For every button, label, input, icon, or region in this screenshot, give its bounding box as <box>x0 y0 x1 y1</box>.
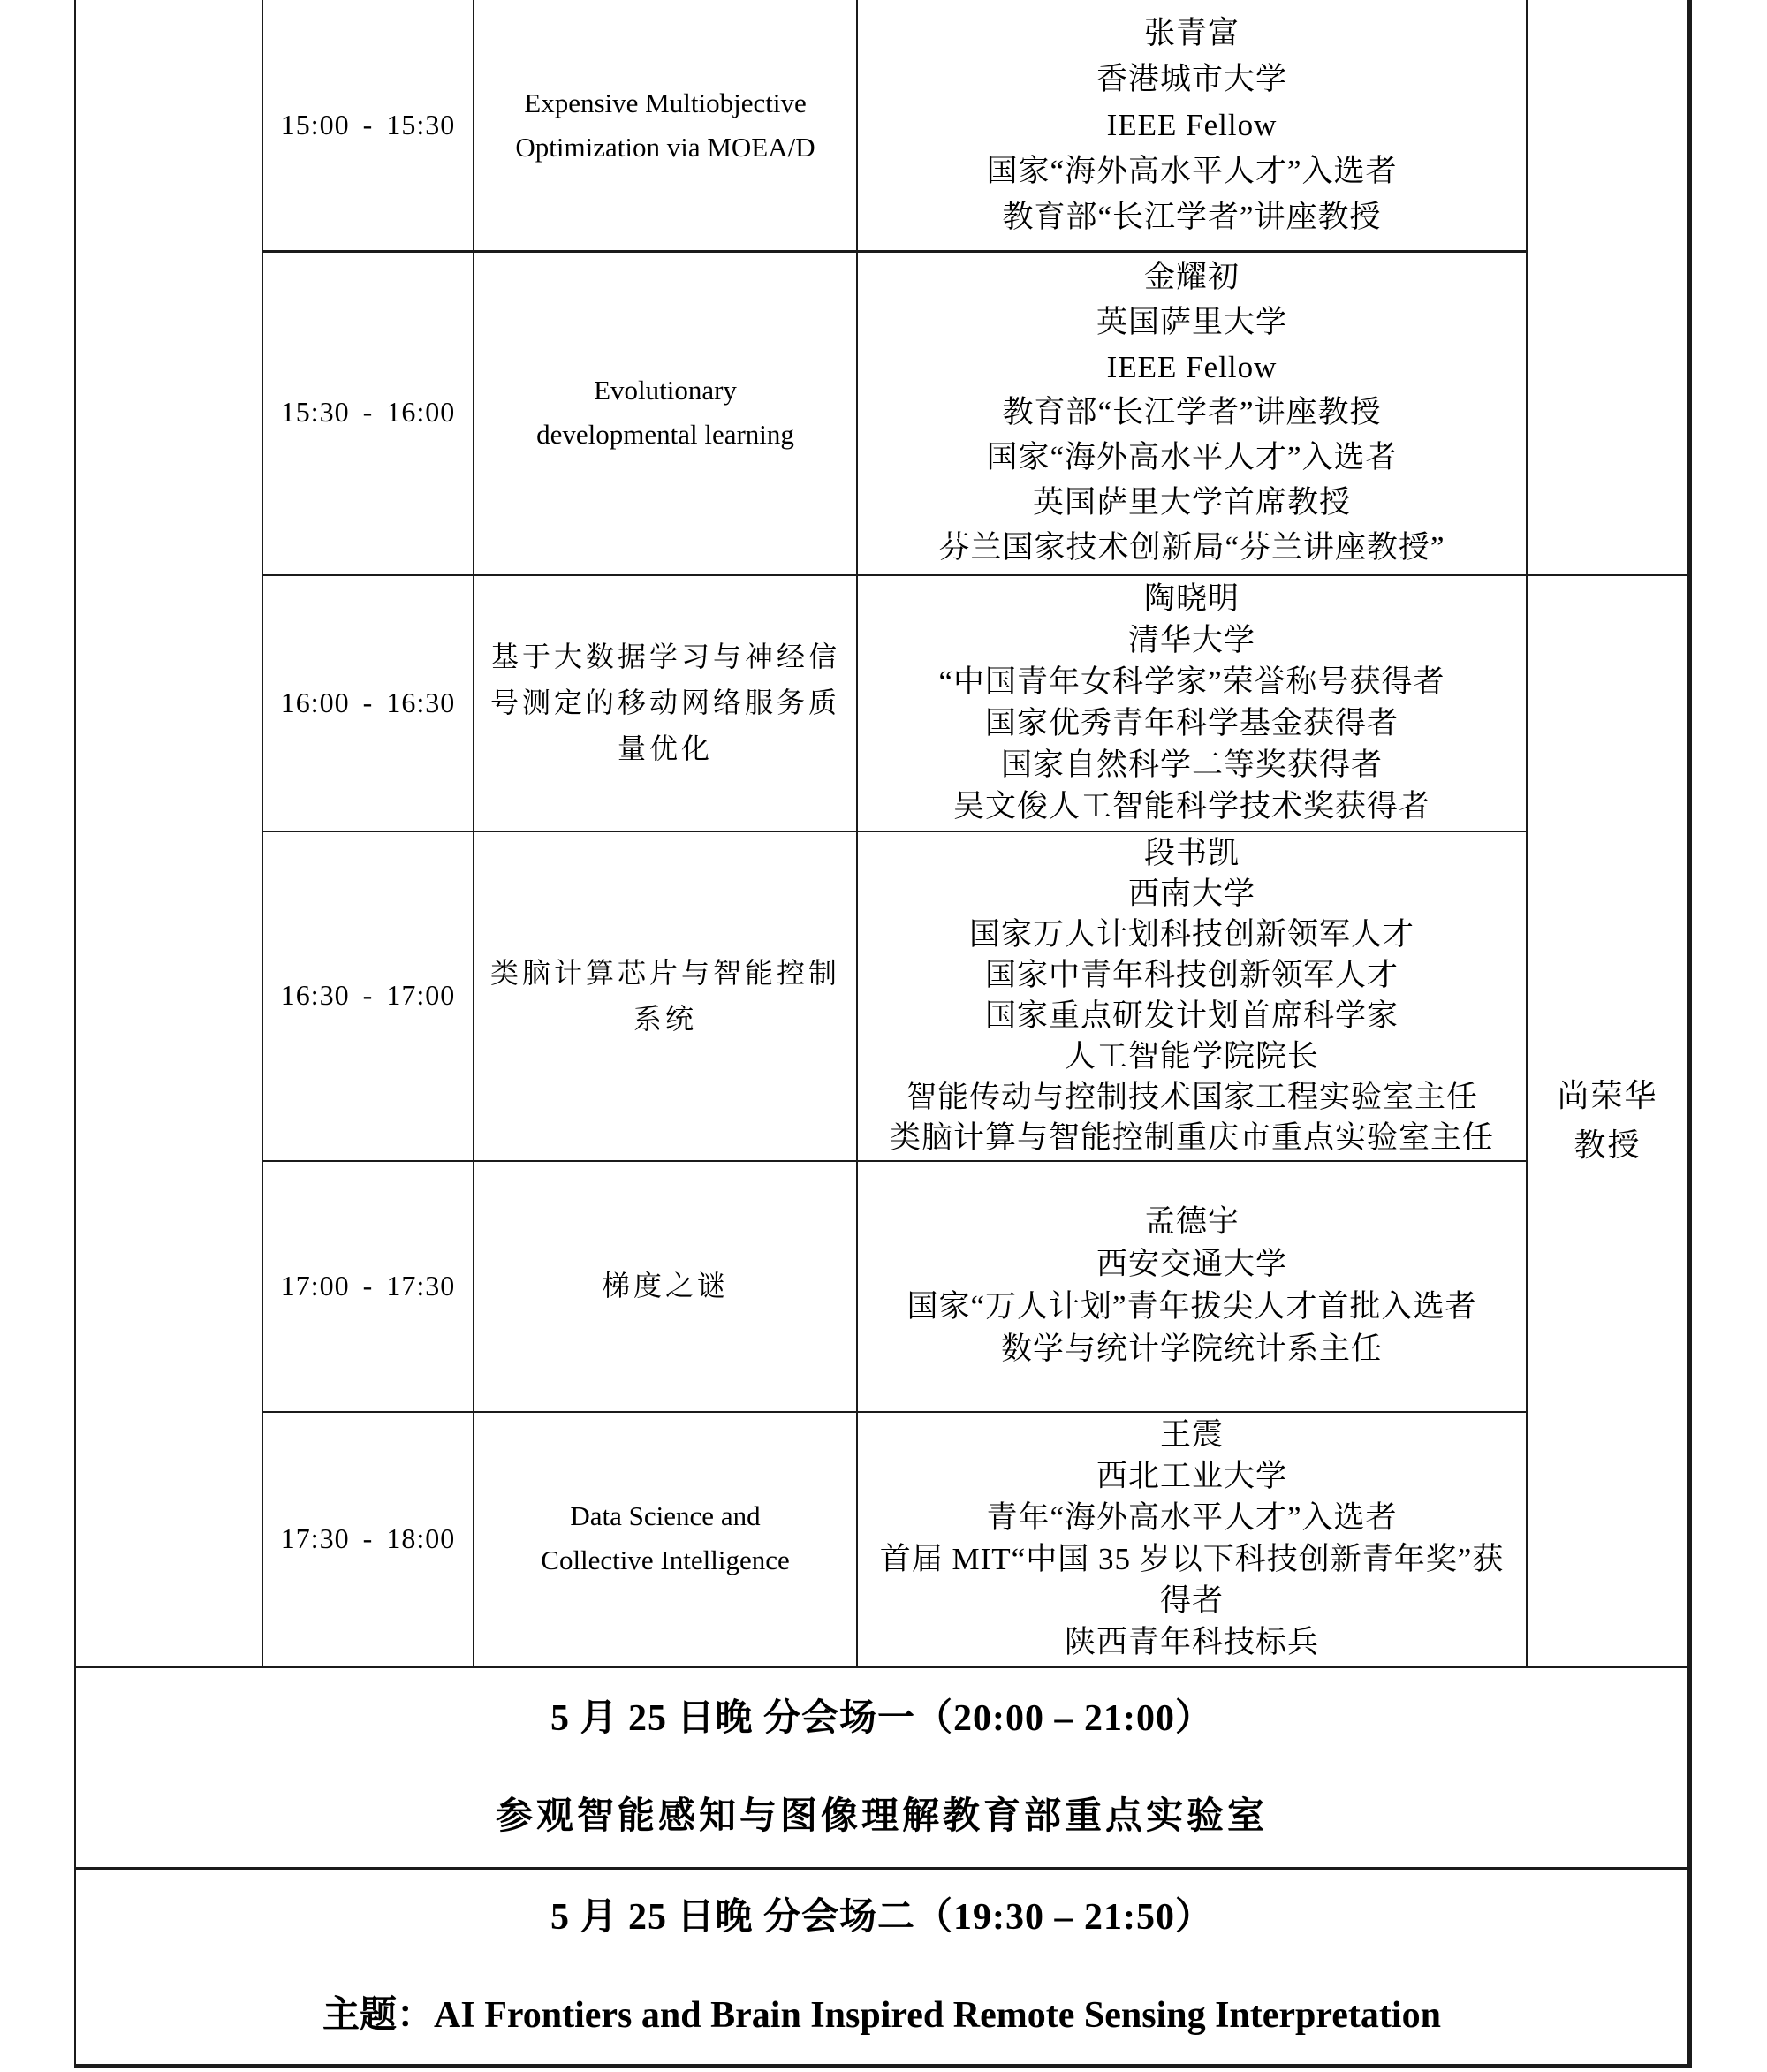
speaker-cell-1: 张青富 香港城市大学 IEEE Fellow 国家“海外高水平人才”入选者 教育部“长江学者”讲座教授 <box>986 15 1398 234</box>
time-cell-3: 16:00 - 16:30 <box>280 686 456 718</box>
speaker-cell-5: 孟德宇 西安交通大学 国家“万人计划”青年拔尖人才首批入选者 数学与统计学院统计系主任 <box>906 1204 1477 1366</box>
time-cell-1: 15:00 - 15:30 <box>280 109 456 141</box>
table-right-border <box>1687 0 1692 2068</box>
session-2-theme: 主题：AI Frontiers and Brain Inspired Remote Sensing Interpretation <box>322 1995 1441 2036</box>
session-1-heading: 5 月 25 日晚 分会场一（20:00 – 21:00） <box>550 1697 1213 1739</box>
talk-title-cell-2: Evolutionary developmental learning <box>536 374 794 450</box>
talk-title-cell-1: Expensive Multiobjective Optimization via MOEA/D <box>515 87 815 163</box>
speaker-cell-2: 金耀初 英国萨里大学 IEEE Fellow 教育部“长江学者”讲座教授 国家“海外高水平人才”入选者 英国萨里大学首席教授 芬兰国家技术创新局“芬兰讲座教授” <box>938 260 1445 565</box>
talk-title-cell-5: 梯度之谜 <box>601 1270 729 1302</box>
session-chair-cell: 尚荣华 教授 <box>1557 1077 1658 1163</box>
evening-session-banner-2 <box>76 1870 1687 2064</box>
speaker-cell-3: 陶晓明 清华大学 “中国青年女科学家”荣誉称号获得者 国家优秀青年科学基金获得者 国家自然科学二等奖获得者 吴文俊人工智能科学技术奖获得者 <box>938 581 1445 823</box>
speaker-cell-6: 王震 西北工业大学 青年“海外高水平人才”入选者 首届 MIT“中国 35 岁以下科技创新青年奖”获 得者 陕西青年科技标兵 <box>879 1417 1505 1659</box>
talk-title-cell-4: 类脑计算芯片与智能控制 系统 <box>489 956 840 1035</box>
evening-session-banner-1 <box>76 1668 1687 1867</box>
session-1-activity: 参观智能感知与图像理解教育部重点实验室 <box>495 1795 1268 1837</box>
talk-title-cell-3: 基于大数据学习与神经信 号测定的移动网络服务质 量优化 <box>489 641 840 764</box>
talk-title-cell-6: Data Science and Collective Intelligence <box>541 1500 790 1575</box>
time-cell-6: 17:30 - 18:00 <box>280 1522 456 1554</box>
session-2-heading: 5 月 25 日晚 分会场二（19:30 – 21:50） <box>550 1897 1213 1938</box>
page-bottom-border <box>74 2064 1692 2068</box>
time-cell-5: 17:00 - 17:30 <box>280 1269 456 1302</box>
time-cell-2: 15:30 - 16:00 <box>280 396 456 429</box>
speaker-cell-4: 段书凯 西南大学 国家万人计划科技创新领军人才 国家中青年科技创新领军人才 国家重点研发计划首席科学家 人工智能学院院长 智能传动与控制技术国家工程实验室主任 类脑计算与智能控制重庆市重点实验室主任 <box>889 835 1494 1155</box>
time-cell-4: 16:30 - 17:00 <box>280 979 456 1012</box>
